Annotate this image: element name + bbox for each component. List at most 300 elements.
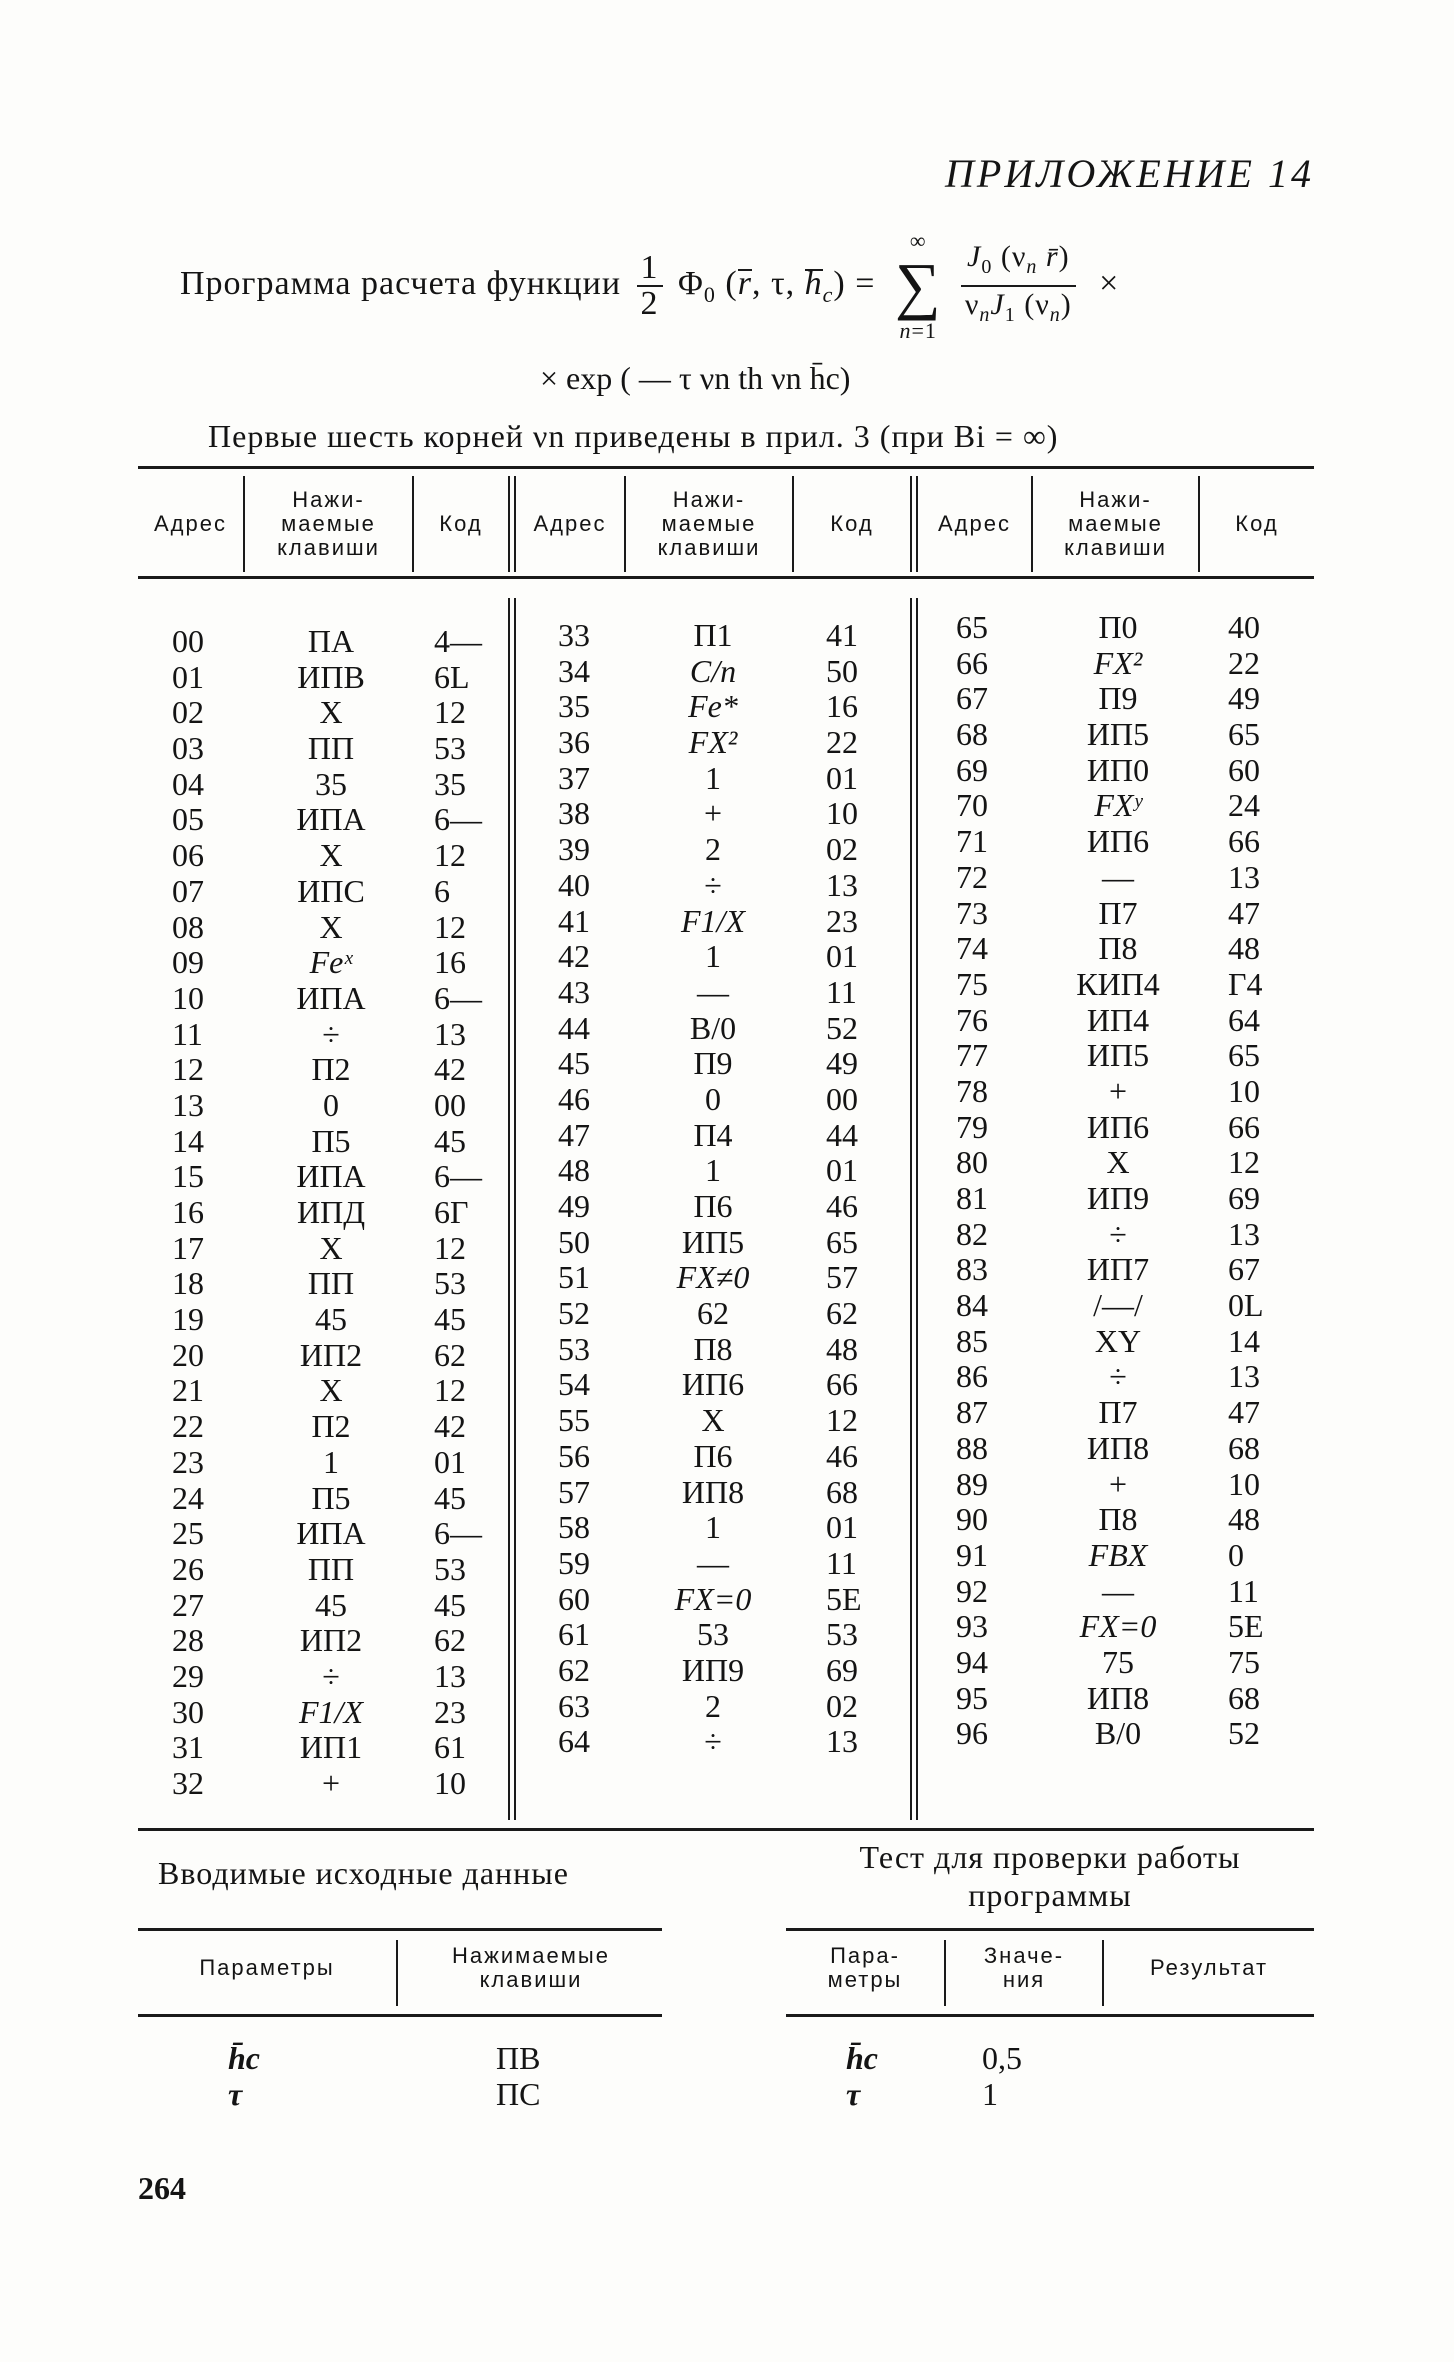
address-cell: 14 (172, 1122, 204, 1159)
address-cell: 80 (956, 1144, 988, 1181)
key-cell: ÷ (1109, 1358, 1127, 1395)
address-cell: 89 (956, 1465, 988, 1502)
key-cell: П5 (311, 1479, 351, 1516)
key-cell: ИП5 (1086, 716, 1150, 753)
key-cell: — (697, 1544, 729, 1581)
key-cell: + (703, 795, 723, 832)
address-cell: 82 (956, 1215, 988, 1252)
address-cell: 21 (172, 1372, 204, 1409)
address-cell: 05 (172, 801, 204, 838)
code-cell: 4— (434, 623, 482, 659)
key-cell: ÷ (1109, 1215, 1127, 1252)
key-cell: X (701, 1402, 725, 1439)
code-cell: 12 (434, 694, 466, 731)
code-cell: 13 (826, 1723, 858, 1760)
code-cell: 35 (434, 765, 466, 802)
key-cell: П7 (1098, 894, 1138, 931)
key-cell: ИП6 (1086, 823, 1150, 860)
key-cell: FBX (1088, 1536, 1148, 1573)
key-cell: П8 (1098, 930, 1138, 967)
key-cell: В/0 (689, 1009, 737, 1046)
key-cell: X (319, 1372, 343, 1409)
code-cell: 69 (826, 1651, 858, 1688)
code-cell: 49 (826, 1045, 858, 1082)
address-cell: 54 (558, 1366, 590, 1403)
header-code-2: Код (830, 511, 874, 536)
address-cell: 45 (558, 1045, 590, 1082)
test-param: τ (846, 2076, 861, 2112)
formula-line-1: Программа расчета функции $\frac{1}{2}$ $\Phi_0$ (r, τ, $h_c$) = ∞ ∑ n=1 $J_0$ ($\nu_n$ r̄) $\nu_nJ_1$ $(\nu_n)$ × (180, 228, 1120, 343)
input-rows (138, 2040, 662, 2112)
code-cell: 12 (434, 1372, 466, 1409)
key-cell: 0 (705, 1080, 721, 1117)
key-cell: 62 (697, 1295, 729, 1332)
address-cell: 63 (558, 1687, 590, 1724)
code-cell: 10 (434, 1765, 466, 1801)
key-cell: П0 (1098, 609, 1138, 645)
code-cell: 62 (826, 1295, 858, 1332)
address-cell: 01 (172, 658, 204, 695)
address-cell: 43 (558, 973, 590, 1010)
address-cell: 25 (172, 1515, 204, 1552)
code-cell: 64 (1228, 1001, 1260, 1038)
key-cell: П6 (693, 1188, 733, 1224)
key-cell: 1 (323, 1443, 339, 1480)
header-code-1: Код (439, 511, 483, 536)
address-cell: 08 (172, 908, 204, 945)
code-cell: 6— (434, 1158, 482, 1195)
key-cell: 2 (705, 1687, 721, 1724)
key-cell: ÷ (704, 866, 722, 903)
code-cell: 01 (826, 1152, 858, 1189)
roots-note: Первые шесть корней νn приведены в прил. 3 (при Bi = ∞) (208, 418, 1059, 454)
key-cell: FX² (688, 724, 738, 761)
key-cell: FX=0 (1079, 1608, 1157, 1645)
key-cell: 1 (705, 938, 721, 975)
code-cell: 40 (1228, 609, 1260, 645)
key-cell: ИП2 (299, 1336, 363, 1373)
code-cell: 47 (1228, 1394, 1260, 1431)
code-cell: 47 (1228, 894, 1260, 931)
key-cell: — (1102, 858, 1134, 895)
formula-prefix: Программа расчета функции (180, 264, 622, 302)
key-cell: 1 (705, 1152, 721, 1189)
code-cell: 6L (434, 658, 470, 695)
key-cell: FX² (1093, 644, 1143, 681)
address-cell: 78 (956, 1072, 988, 1109)
address-cell: 56 (558, 1437, 590, 1474)
code-cell: 61 (434, 1729, 466, 1766)
code-cell: 12 (434, 908, 466, 945)
address-cell: 49 (558, 1188, 590, 1224)
code-cell: 00 (434, 1086, 466, 1123)
key-cell: FXʸ (1094, 787, 1142, 824)
address-cell: 29 (172, 1657, 204, 1694)
input-section-title: Вводимые исходные данные (158, 1855, 569, 1891)
code-cell: 42 (434, 1408, 466, 1445)
test-table (786, 1928, 1314, 2028)
code-cell: 02 (826, 831, 858, 868)
key-cell: XY (1094, 1322, 1142, 1359)
code-cell: 46 (826, 1188, 858, 1224)
key-cell: П8 (1098, 1501, 1138, 1538)
address-cell: 12 (172, 1051, 204, 1088)
address-cell: 02 (172, 694, 204, 731)
code-cell: 11 (1228, 1572, 1259, 1609)
key-cell: ИП8 (1086, 1429, 1150, 1466)
address-cell: 92 (956, 1572, 988, 1609)
key-cell: ИПД (296, 1194, 366, 1230)
code-cell: 53 (826, 1616, 858, 1653)
input-row (138, 2040, 662, 2076)
test-value: 0,5 (982, 2040, 1022, 2076)
test-header-values: Значе- ния (983, 1943, 1065, 1992)
key-cell: + (1108, 1465, 1128, 1502)
address-cell: 37 (558, 759, 590, 796)
key-cell: П8 (693, 1330, 733, 1367)
input-keys: ПС (496, 2076, 541, 2112)
code-cell: 52 (826, 1009, 858, 1046)
code-cell: 00 (826, 1080, 858, 1117)
key-cell: X (319, 1229, 343, 1266)
address-cell: 66 (956, 644, 988, 681)
block1-code-column (434, 624, 504, 1802)
code-cell: 65 (1228, 716, 1260, 753)
code-cell: 62 (434, 1336, 466, 1373)
code-cell: 48 (1228, 1501, 1260, 1538)
address-cell: 32 (172, 1765, 204, 1801)
code-cell: 6 (434, 872, 450, 909)
key-cell: — (697, 973, 729, 1010)
address-cell: 57 (558, 1473, 590, 1510)
code-cell: 66 (1228, 823, 1260, 860)
key-cell: П7 (1098, 1394, 1138, 1431)
code-cell: 45 (434, 1301, 466, 1338)
address-cell: 35 (558, 688, 590, 725)
code-cell: 41 (826, 617, 858, 653)
block3-code-column (1228, 610, 1308, 1752)
address-cell: 19 (172, 1301, 204, 1338)
input-row (138, 2076, 662, 2112)
key-cell: Feˣ (309, 944, 353, 981)
code-cell: 01 (434, 1443, 466, 1480)
key-cell: X (319, 837, 343, 874)
key-cell: F1/X (299, 1693, 363, 1730)
block2-address-column (558, 618, 628, 1760)
key-cell: ПП (307, 730, 355, 767)
key-cell: + (1108, 1072, 1128, 1109)
code-cell: 22 (1228, 644, 1260, 681)
key-cell: 45 (315, 1586, 347, 1623)
key-cell: X (1106, 1144, 1130, 1181)
key-cell: ИПА (296, 1515, 366, 1552)
address-cell: 81 (956, 1180, 988, 1216)
code-cell: 57 (826, 1259, 858, 1296)
appendix-heading: ПРИЛОЖЕНИЕ 14 (945, 151, 1314, 196)
code-cell: 50 (826, 652, 858, 689)
key-cell: ИП7 (1086, 1251, 1150, 1288)
address-cell: 20 (172, 1336, 204, 1373)
program-table (138, 466, 1314, 1834)
key-cell: ИП2 (299, 1622, 363, 1659)
address-cell: 91 (956, 1536, 988, 1573)
key-cell: П9 (693, 1045, 733, 1082)
address-cell: 48 (558, 1152, 590, 1189)
address-cell: 59 (558, 1544, 590, 1581)
code-cell: 0L (1228, 1287, 1264, 1324)
input-header-params: Параметры (199, 1955, 335, 1980)
key-cell: 45 (315, 1301, 347, 1338)
key-cell: ИПС (297, 872, 365, 909)
key-cell: ПА (307, 623, 355, 659)
key-cell: П2 (311, 1408, 351, 1445)
address-cell: 75 (956, 965, 988, 1002)
address-cell: 83 (956, 1251, 988, 1288)
key-cell: П2 (311, 1051, 351, 1088)
key-cell: П4 (693, 1116, 733, 1153)
key-cell: ИПА (296, 1158, 366, 1195)
key-cell: ПП (307, 1550, 355, 1587)
key-cell: C/п (689, 652, 737, 689)
code-cell: 23 (826, 902, 858, 939)
code-cell: 12 (434, 1229, 466, 1266)
input-table (138, 1928, 662, 2028)
header-address-2: Адрес (533, 511, 607, 536)
page-number: 264 (138, 2170, 186, 2206)
header-code-3: Код (1235, 511, 1279, 536)
key-cell: ПП (307, 1265, 355, 1302)
address-cell: 84 (956, 1287, 988, 1324)
address-cell: 23 (172, 1443, 204, 1480)
address-cell: 93 (956, 1608, 988, 1645)
code-cell: 6— (434, 979, 482, 1016)
test-header-params: Пара- метры (827, 1943, 903, 1992)
code-cell: 11 (826, 973, 857, 1010)
key-cell: ÷ (322, 1015, 340, 1052)
header-address-3: Адрес (938, 511, 1011, 536)
header-keys-1: Нажи- маемые клавиши (277, 487, 380, 560)
test-row (786, 2076, 1314, 2112)
address-cell: 34 (558, 652, 590, 689)
key-cell: FX=0 (674, 1580, 752, 1617)
address-cell: 39 (558, 831, 590, 868)
code-cell: 13 (1228, 1215, 1260, 1252)
code-cell: 13 (826, 866, 858, 903)
key-cell: ИП6 (681, 1366, 745, 1403)
address-cell: 52 (558, 1295, 590, 1332)
key-cell: ИП5 (1086, 1037, 1150, 1074)
header-address-1: Адрес (154, 511, 227, 536)
address-cell: 55 (558, 1402, 590, 1439)
address-cell: 06 (172, 837, 204, 874)
address-cell: 18 (172, 1265, 204, 1302)
input-param: τ (228, 2076, 243, 2112)
address-cell: 60 (558, 1580, 590, 1617)
header-keys-2: Нажи- маемые клавиши (657, 487, 761, 560)
address-cell: 69 (956, 751, 988, 788)
code-cell: 0 (1228, 1536, 1244, 1573)
input-keys: ПВ (496, 2040, 541, 2076)
address-cell: 24 (172, 1479, 204, 1516)
address-cell: 90 (956, 1501, 988, 1538)
key-cell: 53 (697, 1616, 729, 1653)
key-cell: F1/X (681, 902, 745, 939)
key-cell: FX≠0 (676, 1259, 750, 1296)
code-cell: 65 (1228, 1037, 1260, 1074)
address-cell: 27 (172, 1586, 204, 1623)
code-cell: 65 (826, 1223, 858, 1260)
code-cell: 53 (434, 1550, 466, 1587)
code-cell: 14 (1228, 1322, 1260, 1359)
address-cell: 88 (956, 1429, 988, 1466)
test-rows (786, 2040, 1314, 2112)
test-header-result: Результат (1149, 1955, 1269, 1980)
block1-keys-column (256, 624, 406, 1802)
code-cell: 6Г (434, 1194, 469, 1230)
key-cell: 2 (705, 831, 721, 868)
code-cell: 01 (826, 759, 858, 796)
key-cell: ИПА (296, 979, 366, 1016)
code-cell: 68 (826, 1473, 858, 1510)
code-cell: 69 (1228, 1180, 1260, 1216)
code-cell: 5E (1228, 1608, 1264, 1645)
block3-address-column (956, 610, 1026, 1752)
address-cell: 76 (956, 1001, 988, 1038)
code-cell: 45 (434, 1586, 466, 1623)
key-cell: — (1102, 1572, 1134, 1609)
address-cell: 72 (956, 858, 988, 895)
address-cell: 74 (956, 930, 988, 967)
code-cell: 12 (826, 1402, 858, 1439)
key-cell: ИПА (296, 801, 366, 838)
code-cell: 24 (1228, 787, 1260, 824)
code-cell: 53 (434, 1265, 466, 1302)
address-cell: 03 (172, 730, 204, 767)
code-cell: 13 (1228, 1358, 1260, 1395)
code-cell: 62 (434, 1622, 466, 1659)
address-cell: 11 (172, 1015, 203, 1052)
key-cell: ИП5 (681, 1223, 745, 1260)
key-cell: 75 (1102, 1643, 1134, 1680)
block2-code-column (826, 618, 896, 1760)
formula-line-2: × exp ( — τ νn th νn h̄c) (540, 360, 851, 396)
key-cell: 1 (705, 1509, 721, 1546)
address-cell: 65 (956, 609, 988, 645)
address-cell: 38 (558, 795, 590, 832)
key-cell: ИПВ (297, 658, 365, 695)
key-cell: ИП8 (1086, 1679, 1150, 1716)
table-top-rule (138, 466, 1314, 469)
code-cell: 49 (1228, 680, 1260, 717)
address-cell: 58 (558, 1509, 590, 1546)
key-cell: X (319, 694, 343, 731)
key-cell: /—/ (1093, 1287, 1143, 1324)
key-cell: 35 (315, 765, 347, 802)
address-cell: 33 (558, 617, 590, 653)
key-cell: П6 (693, 1437, 733, 1474)
address-cell: 42 (558, 938, 590, 975)
address-cell: 67 (956, 680, 988, 717)
key-cell: ИП8 (681, 1473, 745, 1510)
address-cell: 16 (172, 1194, 204, 1230)
code-cell: 48 (1228, 930, 1260, 967)
code-cell: 52 (1228, 1715, 1260, 1752)
key-cell: КИП4 (1076, 965, 1160, 1002)
code-cell: 67 (1228, 1251, 1260, 1288)
key-cell: 1 (705, 759, 721, 796)
address-cell: 00 (172, 623, 204, 659)
code-cell: 75 (1228, 1643, 1260, 1680)
address-cell: 13 (172, 1086, 204, 1123)
key-cell: П9 (1098, 680, 1138, 717)
code-cell: 68 (1228, 1679, 1260, 1716)
code-cell: 01 (826, 1509, 858, 1546)
address-cell: 07 (172, 872, 204, 909)
address-cell: 17 (172, 1229, 204, 1266)
address-cell: 77 (956, 1037, 988, 1074)
code-cell: 42 (434, 1051, 466, 1088)
address-cell: 50 (558, 1223, 590, 1260)
code-cell: 22 (826, 724, 858, 761)
code-cell: 66 (1228, 1108, 1260, 1145)
block2-keys-column (638, 618, 788, 1760)
address-cell: 86 (956, 1358, 988, 1395)
address-cell: 61 (558, 1616, 590, 1653)
address-cell: 10 (172, 979, 204, 1016)
code-cell: 23 (434, 1693, 466, 1730)
address-cell: 04 (172, 765, 204, 802)
code-cell: 45 (434, 1122, 466, 1159)
address-cell: 51 (558, 1259, 590, 1296)
address-cell: 36 (558, 724, 590, 761)
code-cell: 53 (434, 730, 466, 767)
code-cell: 13 (1228, 858, 1260, 895)
key-cell: Fe* (688, 688, 738, 725)
address-cell: 47 (558, 1116, 590, 1153)
key-cell: ÷ (704, 1723, 722, 1760)
key-cell: ИП4 (1086, 1001, 1150, 1038)
address-cell: 40 (558, 866, 590, 903)
key-cell: X (319, 908, 343, 945)
block-divider-1 (508, 598, 510, 1820)
code-cell: 46 (826, 1437, 858, 1474)
code-cell: 44 (826, 1116, 858, 1153)
block-divider-2 (910, 598, 912, 1820)
address-cell: 09 (172, 944, 204, 981)
key-cell: П5 (311, 1122, 351, 1159)
key-cell: ИП0 (1086, 751, 1150, 788)
code-cell: 10 (1228, 1465, 1260, 1502)
block1-address-column (172, 624, 242, 1802)
code-cell: 10 (826, 795, 858, 832)
code-cell: Г4 (1228, 965, 1263, 1002)
code-cell: 16 (434, 944, 466, 981)
key-cell: ИП6 (1086, 1108, 1150, 1145)
address-cell: 70 (956, 787, 988, 824)
key-cell: ÷ (322, 1657, 340, 1694)
address-cell: 30 (172, 1693, 204, 1730)
address-cell: 64 (558, 1723, 590, 1760)
address-cell: 96 (956, 1715, 988, 1752)
code-cell: 6— (434, 1515, 482, 1552)
address-cell: 94 (956, 1643, 988, 1680)
key-cell: П1 (693, 617, 733, 653)
key-cell: ИП9 (1086, 1180, 1150, 1216)
key-cell: В/0 (1094, 1715, 1142, 1752)
code-cell: 5E (826, 1580, 862, 1617)
address-cell: 44 (558, 1009, 590, 1046)
key-cell: ИП9 (681, 1651, 745, 1688)
